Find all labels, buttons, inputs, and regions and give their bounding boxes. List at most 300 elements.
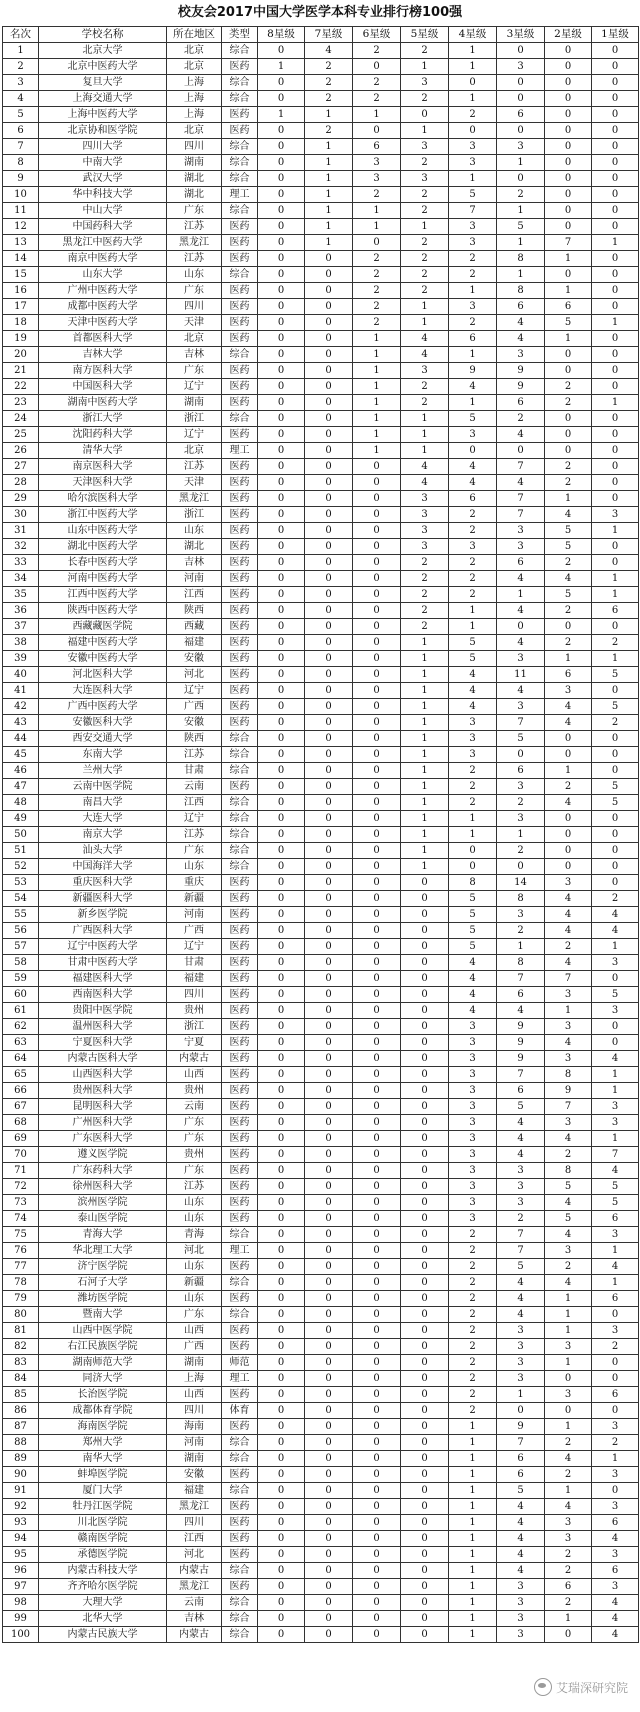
table-cell: 1 [401,763,449,779]
table-cell: 2 [545,555,592,571]
table-cell: 1 [545,1003,592,1019]
table-cell: 医药 [222,1131,258,1147]
table-cell: 15 [3,267,39,283]
table-cell: 0 [258,1355,305,1371]
table-cell: 0 [305,1051,353,1067]
table-cell: 福建 [167,971,222,987]
table-cell: 2 [497,1211,545,1227]
table-cell: 3 [449,1115,497,1131]
table-row [3,235,639,251]
table-cell: 0 [353,955,401,971]
table-row [3,811,639,827]
table-cell: 0 [258,443,305,459]
table-cell: 海南 [167,1419,222,1435]
table-cell: 3 [353,171,401,187]
table-cell: 长春中医药大学 [39,555,167,571]
table-cell: 0 [401,1435,449,1451]
table-cell: 0 [592,203,639,219]
table-cell: 0 [353,603,401,619]
table-row [3,283,639,299]
table-cell: 蚌埠医学院 [39,1467,167,1483]
table-cell: 0 [592,427,639,443]
table-cell: 5 [545,539,592,555]
table-cell: 黑龙江 [167,1499,222,1515]
table-cell: 1 [592,1067,639,1083]
column-header: 3星级 [497,27,545,43]
table-cell: 1 [545,1483,592,1499]
table-cell: 77 [3,1259,39,1275]
table-cell: 3 [497,1163,545,1179]
table-cell: 湖北 [167,187,222,203]
table-cell: 清华大学 [39,443,167,459]
table-cell: 80 [3,1307,39,1323]
table-cell: 0 [353,1259,401,1275]
watermark-text: 艾瑞深研究院 [555,1680,628,1695]
table-row [3,475,639,491]
table-cell: 3 [592,1467,639,1483]
table-cell: 郑州大学 [39,1435,167,1451]
table-cell: 1 [401,219,449,235]
table-cell: 0 [258,779,305,795]
table-cell: 2 [449,1259,497,1275]
table-cell: 0 [353,811,401,827]
table-cell: 医药 [222,123,258,139]
table-cell: 0 [258,651,305,667]
table-cell: 0 [401,1627,449,1643]
table-cell: 3 [449,1067,497,1083]
table-cell: 医药 [222,907,258,923]
table-cell: 5 [449,939,497,955]
table-cell: 3 [449,1019,497,1035]
table-cell: 0 [401,987,449,1003]
table-cell: 医药 [222,459,258,475]
table-cell: 赣南医学院 [39,1531,167,1547]
table-cell: 首都医科大学 [39,331,167,347]
table-cell: 0 [258,427,305,443]
table-cell: 6 [545,667,592,683]
table-row [3,203,639,219]
table-cell: 0 [305,283,353,299]
table-row [3,619,639,635]
table-cell: 0 [305,507,353,523]
table-cell: 1 [401,443,449,459]
table-cell: 0 [305,315,353,331]
table-cell: 新疆医科大学 [39,891,167,907]
table-cell: 综合 [222,811,258,827]
table-cell: 四川 [167,139,222,155]
table-cell: 上海 [167,91,222,107]
table-cell: 1 [401,779,449,795]
table-cell: 广东 [167,1163,222,1179]
table-row [3,1275,639,1291]
table-cell: 4 [497,331,545,347]
table-cell: 0 [305,1419,353,1435]
table-cell: 4 [305,43,353,59]
table-cell: 天津 [167,475,222,491]
table-cell: 0 [258,875,305,891]
table-cell: 0 [258,331,305,347]
table-cell: 2 [545,379,592,395]
table-cell: 0 [305,347,353,363]
table-cell: 6 [592,1211,639,1227]
table-cell: 0 [258,123,305,139]
table-cell: 96 [3,1563,39,1579]
table-cell: 5 [545,1211,592,1227]
table-cell: 9 [497,1419,545,1435]
table-cell: 4 [545,891,592,907]
table-cell: 3 [497,523,545,539]
table-cell: 医药 [222,1499,258,1515]
table-cell: 贵州 [167,1003,222,1019]
table-cell: 55 [3,907,39,923]
column-header: 名次 [3,27,39,43]
table-cell: 遵义医学院 [39,1147,167,1163]
table-cell: 山东 [167,1291,222,1307]
table-cell: 3 [545,1115,592,1131]
table-cell: 3 [449,427,497,443]
table-cell: 湖北中医药大学 [39,539,167,555]
table-cell: 4 [449,667,497,683]
table-cell: 0 [258,1035,305,1051]
table-cell: 2 [449,1403,497,1419]
table-cell: 0 [353,1403,401,1419]
table-cell: 华中科技大学 [39,187,167,203]
table-cell: 4 [497,1131,545,1147]
table-row [3,1355,639,1371]
table-cell: 48 [3,795,39,811]
table-cell: 0 [305,1291,353,1307]
table-cell: 0 [401,1051,449,1067]
table-cell: 医药 [222,1083,258,1099]
table-cell: 1 [401,747,449,763]
table-cell: 4 [449,955,497,971]
table-cell: 5 [449,651,497,667]
table-cell: 0 [592,43,639,59]
table-row [3,859,639,875]
table-cell: 0 [305,779,353,795]
table-cell: 0 [592,267,639,283]
table-header [3,27,639,43]
table-row [3,891,639,907]
table-cell: 3 [592,1419,639,1435]
table-cell: 1 [497,203,545,219]
table-cell: 医药 [222,603,258,619]
table-cell: 5 [3,107,39,123]
table-cell: 甘肃中医药大学 [39,955,167,971]
table-cell: 医药 [222,507,258,523]
table-cell: 17 [3,299,39,315]
table-cell: 4 [401,331,449,347]
table-cell: 海南医学院 [39,1419,167,1435]
table-cell: 2 [449,1355,497,1371]
table-cell: 1 [592,1243,639,1259]
table-cell: 1 [401,59,449,75]
table-cell: 0 [592,683,639,699]
table-cell: 8 [545,1163,592,1179]
table-cell: 0 [258,1131,305,1147]
table-cell: 0 [258,1627,305,1643]
table-cell: 0 [353,1611,401,1627]
table-cell: 5 [592,779,639,795]
table-cell: 0 [305,907,353,923]
table-cell: 西安交通大学 [39,731,167,747]
table-cell: 0 [258,1595,305,1611]
table-cell: 重庆医科大学 [39,875,167,891]
table-cell: 2 [545,1259,592,1275]
table-cell: 0 [592,187,639,203]
table-cell: 南昌大学 [39,795,167,811]
table-cell: 0 [305,923,353,939]
table-row [3,1195,639,1211]
table-cell: 0 [401,1067,449,1083]
table-cell: 1 [353,203,401,219]
table-cell: 综合 [222,43,258,59]
table-cell: 江苏 [167,747,222,763]
table-cell: 贵州 [167,1147,222,1163]
table-row [3,923,639,939]
table-cell: 四川大学 [39,139,167,155]
table-cell: 38 [3,635,39,651]
table-cell: 0 [305,363,353,379]
table-cell: 0 [545,363,592,379]
table-cell: 0 [305,1611,353,1627]
table-cell: 福建医科大学 [39,971,167,987]
table-cell: 2 [449,1387,497,1403]
table-cell: 1 [353,363,401,379]
table-cell: 4 [545,955,592,971]
table-cell: 6 [592,1387,639,1403]
table-cell: 医药 [222,1147,258,1163]
table-cell: 0 [258,1115,305,1131]
table-cell: 1 [353,411,401,427]
table-row [3,731,639,747]
table-cell: 甘肃 [167,763,222,779]
table-cell: 1 [497,939,545,955]
table-cell: 综合 [222,763,258,779]
table-cell: 0 [353,1531,401,1547]
table-cell: 医药 [222,555,258,571]
table-cell: 0 [305,1227,353,1243]
table-cell: 4 [592,1611,639,1627]
table-cell: 3 [401,75,449,91]
table-cell: 新疆 [167,1275,222,1291]
table-row [3,395,639,411]
table-cell: 1 [545,1323,592,1339]
table-cell: 黑龙江 [167,235,222,251]
table-cell: 4 [545,1275,592,1291]
table-cell: 综合 [222,75,258,91]
table-cell: 0 [258,491,305,507]
table-cell: 13 [3,235,39,251]
table-cell: 0 [258,619,305,635]
table-row [3,779,639,795]
table-cell: 0 [353,1499,401,1515]
table-cell: 1 [449,1451,497,1467]
table-row [3,1627,639,1643]
table-cell: 1 [305,139,353,155]
table-cell: 天津 [167,315,222,331]
table-row [3,1067,639,1083]
table-cell: 3 [497,1595,545,1611]
table-row [3,1019,639,1035]
table-cell: 3 [449,1163,497,1179]
table-cell: 0 [401,1163,449,1179]
table-cell: 0 [353,555,401,571]
table-row [3,379,639,395]
table-cell: 安徽 [167,651,222,667]
table-cell: 0 [258,459,305,475]
table-cell: 0 [545,1403,592,1419]
table-cell: 0 [401,1467,449,1483]
table-cell: 0 [258,603,305,619]
table-cell: 0 [545,139,592,155]
table-cell: 湖南 [167,155,222,171]
table-cell: 广东医科大学 [39,1131,167,1147]
table-cell: 4 [497,1547,545,1563]
table-cell: 1 [401,635,449,651]
table-cell: 0 [353,1355,401,1371]
table-cell: 0 [353,459,401,475]
table-cell: 2 [545,1147,592,1163]
table-cell: 黑龙江 [167,1579,222,1595]
table-cell: 0 [592,491,639,507]
table-cell: 58 [3,955,39,971]
table-cell: 2 [449,267,497,283]
table-cell: 内蒙古 [167,1627,222,1643]
table-cell: 0 [353,1275,401,1291]
table-cell: 0 [258,1195,305,1211]
table-cell: 2 [401,395,449,411]
table-cell: 0 [592,379,639,395]
table-cell: 0 [258,987,305,1003]
table-cell: 0 [401,1019,449,1035]
table-cell: 云南 [167,1595,222,1611]
table-cell: 医药 [222,491,258,507]
table-cell: 6 [353,139,401,155]
table-cell: 医药 [222,619,258,635]
table-cell: 湖南 [167,1451,222,1467]
table-cell: 北京 [167,43,222,59]
table-cell: 1 [449,603,497,619]
table-cell: 广西 [167,1339,222,1355]
table-cell: 0 [305,1099,353,1115]
table-cell: 2 [401,555,449,571]
table-cell: 0 [353,907,401,923]
table-cell: 1 [545,1291,592,1307]
table-cell: 0 [258,1227,305,1243]
table-cell: 2 [3,59,39,75]
table-cell: 1 [449,1435,497,1451]
table-cell: 98 [3,1595,39,1611]
table-cell: 73 [3,1195,39,1211]
table-cell: 0 [258,235,305,251]
table-cell: 5 [449,635,497,651]
table-cell: 12 [3,219,39,235]
table-cell: 4 [545,795,592,811]
table-cell: 37 [3,619,39,635]
table-cell: 3 [449,1147,497,1163]
table-row [3,1051,639,1067]
table-cell: 24 [3,411,39,427]
table-cell: 0 [545,843,592,859]
table-cell: 2 [401,187,449,203]
table-cell: 0 [305,1115,353,1131]
table-cell: 内蒙古民族大学 [39,1627,167,1643]
table-cell: 0 [305,1067,353,1083]
table-cell: 0 [401,1403,449,1419]
table-cell: 广西 [167,923,222,939]
table-cell: 44 [3,731,39,747]
table-cell: 71 [3,1163,39,1179]
table-cell: 0 [353,1131,401,1147]
table-cell: 3 [497,651,545,667]
table-cell: 0 [592,75,639,91]
table-cell: 0 [258,1163,305,1179]
table-cell: 贵阳中医学院 [39,1003,167,1019]
table-cell: 4 [497,1147,545,1163]
table-cell: 0 [258,1339,305,1355]
table-cell: 哈尔滨医科大学 [39,491,167,507]
table-cell: 1 [545,763,592,779]
table-row [3,491,639,507]
table-cell: 2 [545,1467,592,1483]
table-cell: 1 [592,315,639,331]
table-cell: 4 [3,91,39,107]
table-cell: 辽宁中医药大学 [39,939,167,955]
table-cell: 0 [401,1323,449,1339]
table-cell: 综合 [222,411,258,427]
table-cell: 4 [545,1195,592,1211]
table-cell: 1 [545,1419,592,1435]
table-cell: 医药 [222,1579,258,1595]
table-cell: 1 [449,283,497,299]
table-cell: 3 [592,1227,639,1243]
table-row [3,1147,639,1163]
table-cell: 0 [258,139,305,155]
table-cell: 医药 [222,571,258,587]
table-row [3,699,639,715]
table-cell: 医药 [222,651,258,667]
table-cell: 6 [592,1515,639,1531]
table-row [3,1563,639,1579]
table-row [3,507,639,523]
table-cell: 0 [545,731,592,747]
table-cell: 4 [545,699,592,715]
table-cell: 医药 [222,1291,258,1307]
table-cell: 0 [353,1435,401,1451]
table-cell: 3 [449,235,497,251]
table-cell: 56 [3,923,39,939]
table-cell: 0 [305,1483,353,1499]
table-cell: 0 [401,971,449,987]
table-cell: 4 [449,379,497,395]
table-cell: 29 [3,491,39,507]
table-cell: 2 [449,1323,497,1339]
table-cell: 0 [592,539,639,555]
table-cell: 3 [449,1211,497,1227]
table-cell: 1 [305,107,353,123]
table-cell: 0 [545,859,592,875]
table-cell: 0 [545,811,592,827]
table-cell: 3 [497,1355,545,1371]
table-cell: 0 [305,1163,353,1179]
table-cell: 医药 [222,235,258,251]
table-cell: 9 [497,363,545,379]
table-cell: 2 [497,411,545,427]
table-cell: 0 [353,1003,401,1019]
table-cell: 32 [3,539,39,555]
table-cell: 0 [305,1035,353,1051]
